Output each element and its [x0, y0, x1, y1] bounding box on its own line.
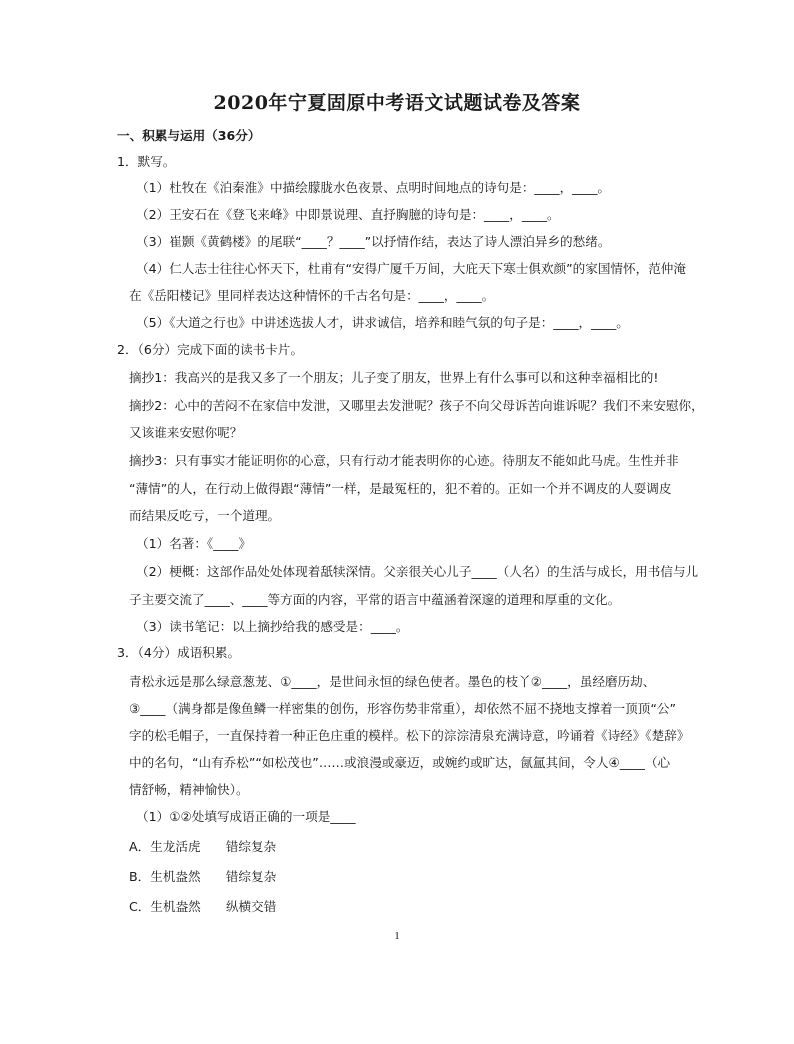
q3-text-line5: 情舒畅，精神愉快）。: [129, 782, 249, 797]
excerpt-2-line2: 又该谁来安慰你呢？: [129, 425, 243, 440]
page-title: 2020年宁夏固原中考语文试题试卷及答案: [213, 92, 581, 114]
q3-text-line3: 字的松毛帽子，一直保持着一种正色庄重的模样。松下的淙淙清泉充满诗意，吟诵着《诗经》《楚辞》: [129, 728, 690, 743]
excerpt-2-line1: 摘抄2：心中的苦闷不在家信中发泄，又哪里去发泄呢？孩子不向父母诉苦向谁诉呢？我们不来安慰你，: [129, 398, 704, 413]
question-1-heading: 1．默写。: [117, 154, 176, 169]
q2-part-1: （1）名著：《____》: [136, 536, 252, 551]
q3-text-line1: 青松永远是那么绿意葱茏、①____，是世间永恒的绿色使者。墨色的枝丫②____，虽经磨历劫、: [129, 674, 656, 689]
q1-item-2: （2）王安石在《登飞来峰》中即景说理、直抒胸臆的诗句是：____，____。: [136, 207, 560, 222]
question-2-heading: 2．（6分）完成下面的读书卡片。: [117, 342, 304, 357]
section-heading: 一、积累与运用（36分）: [117, 128, 261, 143]
q1-item-3: （3）崔颢《黄鹤楼》的尾联“____？____”以抒情作结，表达了诗人漂泊异乡的愁绪。: [136, 234, 611, 249]
option-b: B．生机盎然 错综复杂: [129, 869, 277, 884]
excerpt-3-line3: 而结果反吃亏，一个道理。: [129, 508, 281, 523]
q3-text-line4: 中的名句，“山有乔松”“如松茂也”……或浪漫或豪迈，或婉约或旷达，氤氲其间，令人④____（心: [129, 755, 671, 770]
excerpt-3-line1: 摘抄3：只有事实才能证明你的心意，只有行动才能表明你的心迹。待朋友不能如此马虎。生性并非: [129, 453, 679, 468]
option-a: A．生龙活虎 错综复杂: [129, 839, 277, 854]
q3-sub-question-1: （1）①②处填写成语正确的一项是____: [136, 809, 356, 824]
excerpt-3-line2: “薄情”的人，在行动上做得跟“薄情”一样，是最冤枉的，犯不着的。正如一个并不调皮的人耍调皮: [129, 481, 672, 496]
q2-part-3: （3）读书笔记：以上摘抄给我的感受是：____。: [136, 619, 409, 634]
q1-item-4-line1: （4）仁人志士往往心怀天下，杜甫有“安得广厦千万间，大庇天下寒士俱欢颜”的家国情怀，范仲淹: [136, 261, 686, 276]
option-c: C．生机盎然 纵横交错: [129, 899, 277, 914]
q3-text-line2: ③____（满身都是像鱼鳞一样密集的创伤，形容伤势非常重），却依然不屈不挠地支撑着一顶顶“公”: [129, 701, 676, 716]
q1-item-5: （5）《大道之行也》中讲述选拔人才，讲求诚信，培养和睦气氛的句子是：____，____。: [136, 315, 629, 330]
page-number: 1: [394, 930, 400, 942]
q1-item-4-line2: 在《岳阳楼记》里同样表达这种情怀的千古名句是：____，____。: [129, 288, 495, 303]
q1-item-1: （1）杜牧在《泊秦淮》中描绘朦胧水色夜景、点明时间地点的诗句是：____，____。: [136, 180, 610, 195]
q2-part-2-line1: （2）梗概：这部作品处处体现着舐犊深情。父亲很关心儿子____（人名）的生活与成长，用书信与儿: [136, 564, 699, 579]
q2-part-2-line2: 子主要交流了____、____等方面的内容，平常的语言中蕴涵着深邃的道理和厚重的文化。: [129, 592, 621, 607]
excerpt-1: 摘抄1：我高兴的是我又多了一个朋友；儿子变了朋友，世界上有什么事可以和这种幸福相比的!: [129, 370, 659, 385]
question-3-heading: 3．（4分）成语积累。: [117, 645, 241, 660]
